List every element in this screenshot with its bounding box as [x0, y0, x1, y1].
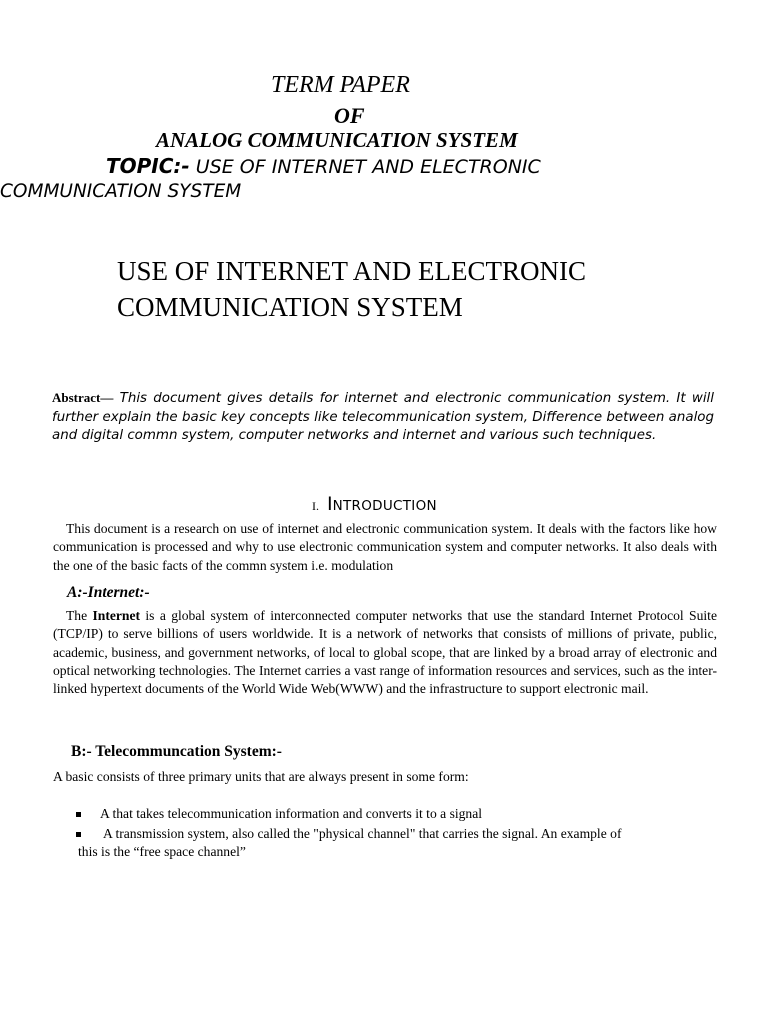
topic-line: [106, 153, 541, 180]
abstract-label: Abstract—: [52, 390, 114, 405]
heading-rest: NTRODUCTION: [332, 498, 437, 514]
bullet-marker: [76, 832, 81, 837]
list-item: [53, 805, 717, 823]
abstract: [52, 389, 714, 446]
topic-label: TOPIC:-: [106, 154, 190, 178]
internet-para-rest: is a global system of interconnected computer networks that use the standard Internet Protocol Suite (TCP/IP) to serve billions of users worldwide. It is a network of networks that consists of millions of private, public, academic, business, and government networks, of local to global scope, that are linked by a broad array of electronic and optical networking technologies. The Internet carries a vast range of information resources and services, such as the inter-linked hypertext documents of the World Wide Web(WWW) and the infrastructure to support electronic mail.: [53, 608, 717, 697]
abstract-text: This document gives details for internet and electronic communication system. It will further explain the basic key concepts like telecommunication system, Difference between analog and digital commn system, computer networks and internet and various such techniques.: [52, 391, 714, 443]
list-item-text: A that takes telecommunication information and converts it to a signal: [100, 806, 483, 821]
document-title-line-2: COMMUNICATION SYSTEM: [117, 292, 463, 322]
section-number: I.: [312, 499, 319, 513]
internet-paragraph: [53, 607, 717, 698]
list-item-text: [53, 825, 717, 862]
internet-heading: A:-Internet:-: [67, 584, 150, 601]
topic-text: USE OF INTERNET AND ELECTRONIC: [189, 156, 541, 178]
list-item-text-line-2: this is the “free space channel”: [78, 844, 246, 860]
heading-initial: I: [327, 493, 333, 515]
list-item-text-line-1: A transmission system, also called the "physical channel" that carries the signal. An example of: [103, 826, 622, 841]
cover-title: TERM PAPER: [271, 72, 410, 98]
telecom-intro-line: A basic consists of three primary units that are always present in some form:: [53, 769, 469, 784]
introduction-paragraph: This document is a research on use of internet and electronic communication system. It deals with the factors like how communication is processed and why to use electronic communication system and computer networks. It also deals with the one of the basic facts of the commn system i.e. modulation: [53, 521, 717, 573]
section-heading-introduction: [312, 493, 437, 515]
internet-term: Internet: [92, 608, 141, 623]
telecom-heading: B:- Telecommuncation System:-: [71, 743, 282, 760]
cover-subject: ANALOG COMMUNICATION SYSTEM: [156, 128, 518, 152]
list-item: [53, 825, 717, 862]
bullet-marker: [76, 812, 81, 817]
cover-of: OF: [334, 103, 365, 128]
topic-text-continued: COMMUNICATION SYSTEM: [0, 181, 242, 202]
document-title-line-1: USE OF INTERNET AND ELECTRONIC: [117, 256, 586, 286]
internet-para-start: The: [66, 608, 93, 623]
